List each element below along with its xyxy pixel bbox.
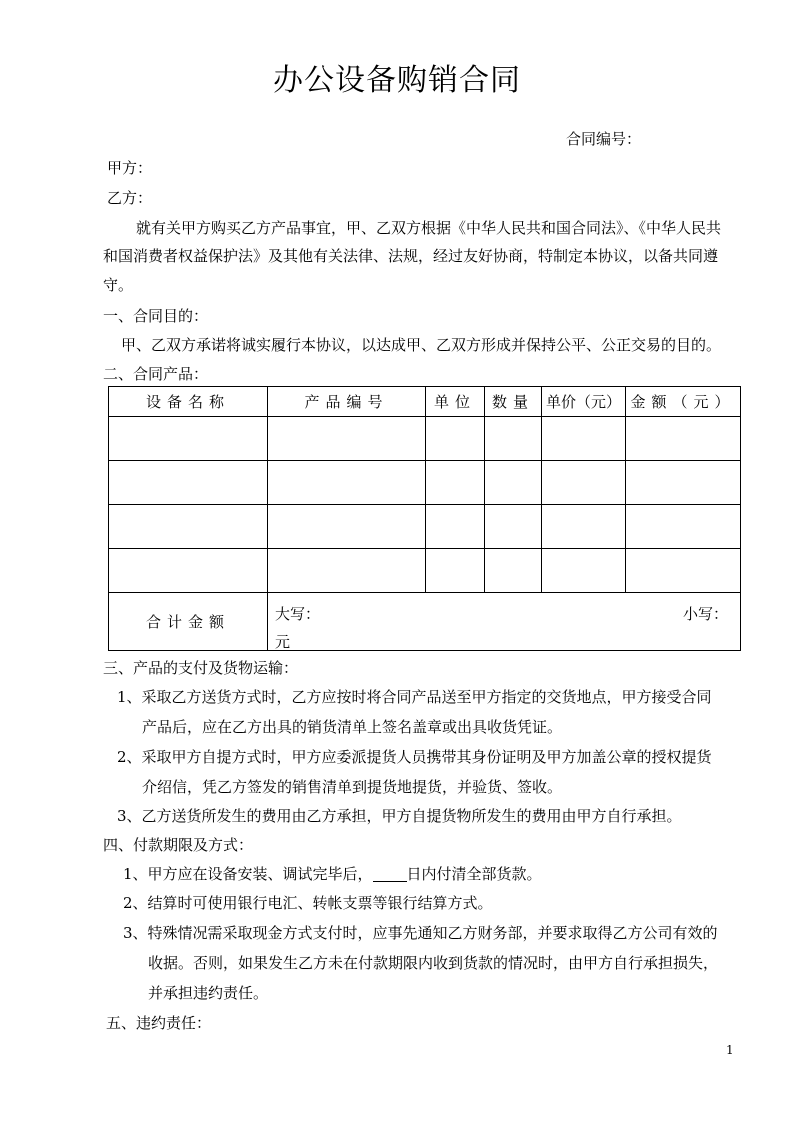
table-row [109,461,741,505]
section-1-heading: 一、合同目的： [103,307,209,325]
section-5-heading: 五、违约责任： [106,1014,212,1032]
party-a-label: 甲方： [107,159,153,177]
table-cell [426,417,485,461]
table-cell [626,505,741,549]
table-cell [268,549,426,593]
table-cell [542,549,626,593]
table-row [109,505,741,549]
section-2-heading: 二、合同产品： [103,365,209,383]
small-amount-label: 小写： [682,605,728,623]
table-cell [109,505,268,549]
section-4-item-3-line-2: 收据。否则，如果发生乙方未在付款期限内收到货款的情况时，由甲方自行承担损失， [148,954,719,972]
section-3-item-3: 3、乙方送货所发生的费用由乙方承担，甲方自提货物所发生的费用由甲方自行承担。 [117,807,682,825]
table-cell [109,417,268,461]
header-equipment-name: 设备名称 [109,387,268,417]
table-cell [268,461,426,505]
intro-line-3: 守。 [103,276,134,294]
table-cell [542,417,626,461]
total-amount-label: 合计金额 [109,593,268,651]
section-3-item-1-line-2: 产品后，应在乙方出具的销货清单上签名盖章或出具收货凭证。 [142,718,563,736]
section-3-item-1-line-1: 1、采取乙方送货方式时，乙方应按时将合同产品送至甲方指定的交货地点，甲方接受合同 [117,688,712,706]
section-4-heading: 四、付款期限及方式： [103,836,254,854]
table-total-row [109,593,741,651]
table-cell [626,417,741,461]
table-row [109,549,741,593]
section-3-heading: 三、产品的支付及货物运输： [103,659,299,677]
table-header-row [109,387,741,417]
table-cell [485,505,542,549]
header-quantity: 数量 [485,387,542,417]
table-cell [485,549,542,593]
days-blank [373,867,407,882]
document-title: 办公设备购销合同 [273,63,521,98]
table-row [109,417,741,461]
table-cell [626,549,741,593]
table-cell [268,505,426,549]
section-4-item-1-pre: 1、甲方应在设备安装、调试完毕后， [123,865,373,883]
table-cell [426,505,485,549]
section-3-item-2-line-2: 介绍信，凭乙方签发的销售清单到提货地提货，并验货、签收。 [142,778,563,796]
party-b-label: 乙方： [107,189,153,207]
table-cell [542,461,626,505]
table-cell [109,461,268,505]
product-table [108,386,741,651]
section-4-item-3-line-1: 3、特殊情况需采取现金方式支付时，应事先通知乙方财务部，并要求取得乙方公司有效的 [123,924,718,942]
header-product-code: 产品编号 [268,387,426,417]
table-cell [542,505,626,549]
table-cell [268,417,426,461]
section-3-item-2-line-1: 2、采取甲方自提方式时，甲方应委派提货人员携带其身份证明及甲方加盖公章的授权提货 [117,748,712,766]
table-cell [109,549,268,593]
header-unit-price: 单价（元） [542,387,626,417]
table-cell [626,461,741,505]
section-4-item-3-line-3: 并承担违约责任。 [148,984,269,1002]
section-4-item-2: 2、结算时可使用银行电汇、转帐支票等银行结算方式。 [123,894,493,912]
table-cell [485,461,542,505]
header-amount: 金额（元） [626,387,741,417]
section-4-item-1-post: 日内付清全部货款。 [406,865,542,883]
section-1-text: 甲、乙双方承诺将诚实履行本协议，以达成甲、乙双方形成并保持公平、公正交易的目的。 [121,336,722,354]
intro-line-1: 就有关甲方购买乙方产品事宜，甲、乙双方根据《中华人民共和国合同法》、《中华人民共 [136,219,722,237]
table-cell [426,549,485,593]
total-amount-cell [268,593,741,651]
intro-line-2: 和国消费者权益保护法》及其他有关法律、法规，经过友好协商，特制定本协议，以备共同遵 [103,247,719,265]
section-4-item-1 [123,867,542,882]
yuan-label: 元 [275,633,291,651]
table-cell [485,417,542,461]
capital-amount-label: 大写： [275,605,321,623]
page-number: 1 [726,1043,734,1057]
contract-number-label: 合同编号： [566,130,642,148]
header-unit: 单位 [426,387,485,417]
table-cell [426,461,485,505]
